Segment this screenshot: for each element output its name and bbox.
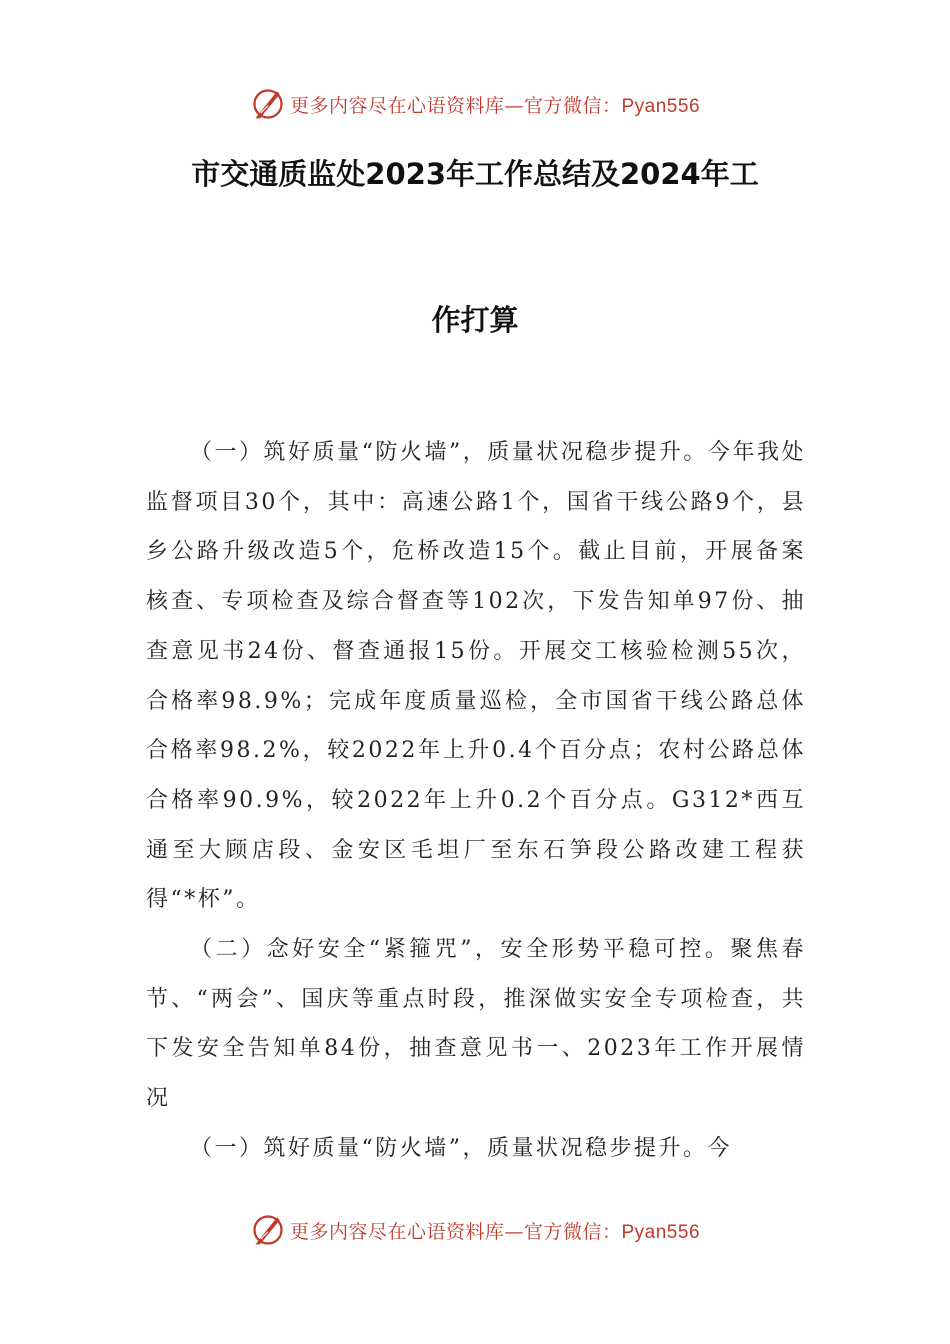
body-paragraph-3: （一）筑好质量“防火墙”，质量状况稳步提升。今: [190, 1135, 732, 1161]
wechat-id: Pyan556: [621, 1221, 701, 1243]
document-body: [146, 428, 806, 1174]
document-title-line-1: 市交通质监处2023年工作总结及2024年工: [191, 157, 759, 191]
quill-pen-icon: [250, 1212, 286, 1248]
header-banner: [0, 84, 950, 124]
footer-banner: [0, 1210, 950, 1250]
body-paragraph-2: （二）念好安全“紧箍咒”，安全形势平稳可控。聚焦春节、“两会”、国庆等重点时段，推深做实安全专项检查，共下发安全告知单84份，抽查意见书一、2023年工作开展情况: [146, 937, 806, 1112]
wechat-id: Pyan556: [621, 95, 701, 117]
banner-text: 更多内容尽在心语资料库—官方微信：: [289, 94, 622, 117]
document-title-line-2: 作打算: [431, 303, 519, 337]
quill-pen-icon: [250, 86, 286, 122]
body-paragraph-1: （一）筑好质量“防火墙”，质量状况稳步提升。今年我处监督项目30个，其中：高速公路1个，国省干线公路9个，县乡公路升级改造5个，危桥改造15个。截止目前，开展备案核查、专项检查及综合督查等102次，下发告知单97份、抽查意见书24份、督查通报15份。开展交工核验检测55次，合格率98.9%；完成年度质量巡检，全市国省干线公路总体合格率98.2%，较2022年上升0.4个百分点；农村公路总体合格率90.9%，较2022年上升0.2个百分点。G312*西互通至大顾店段、金安区毛坦厂至东石笋段公路改建工程获得“*杯”。: [146, 440, 806, 913]
banner-text: 更多内容尽在心语资料库—官方微信：: [289, 1220, 622, 1243]
